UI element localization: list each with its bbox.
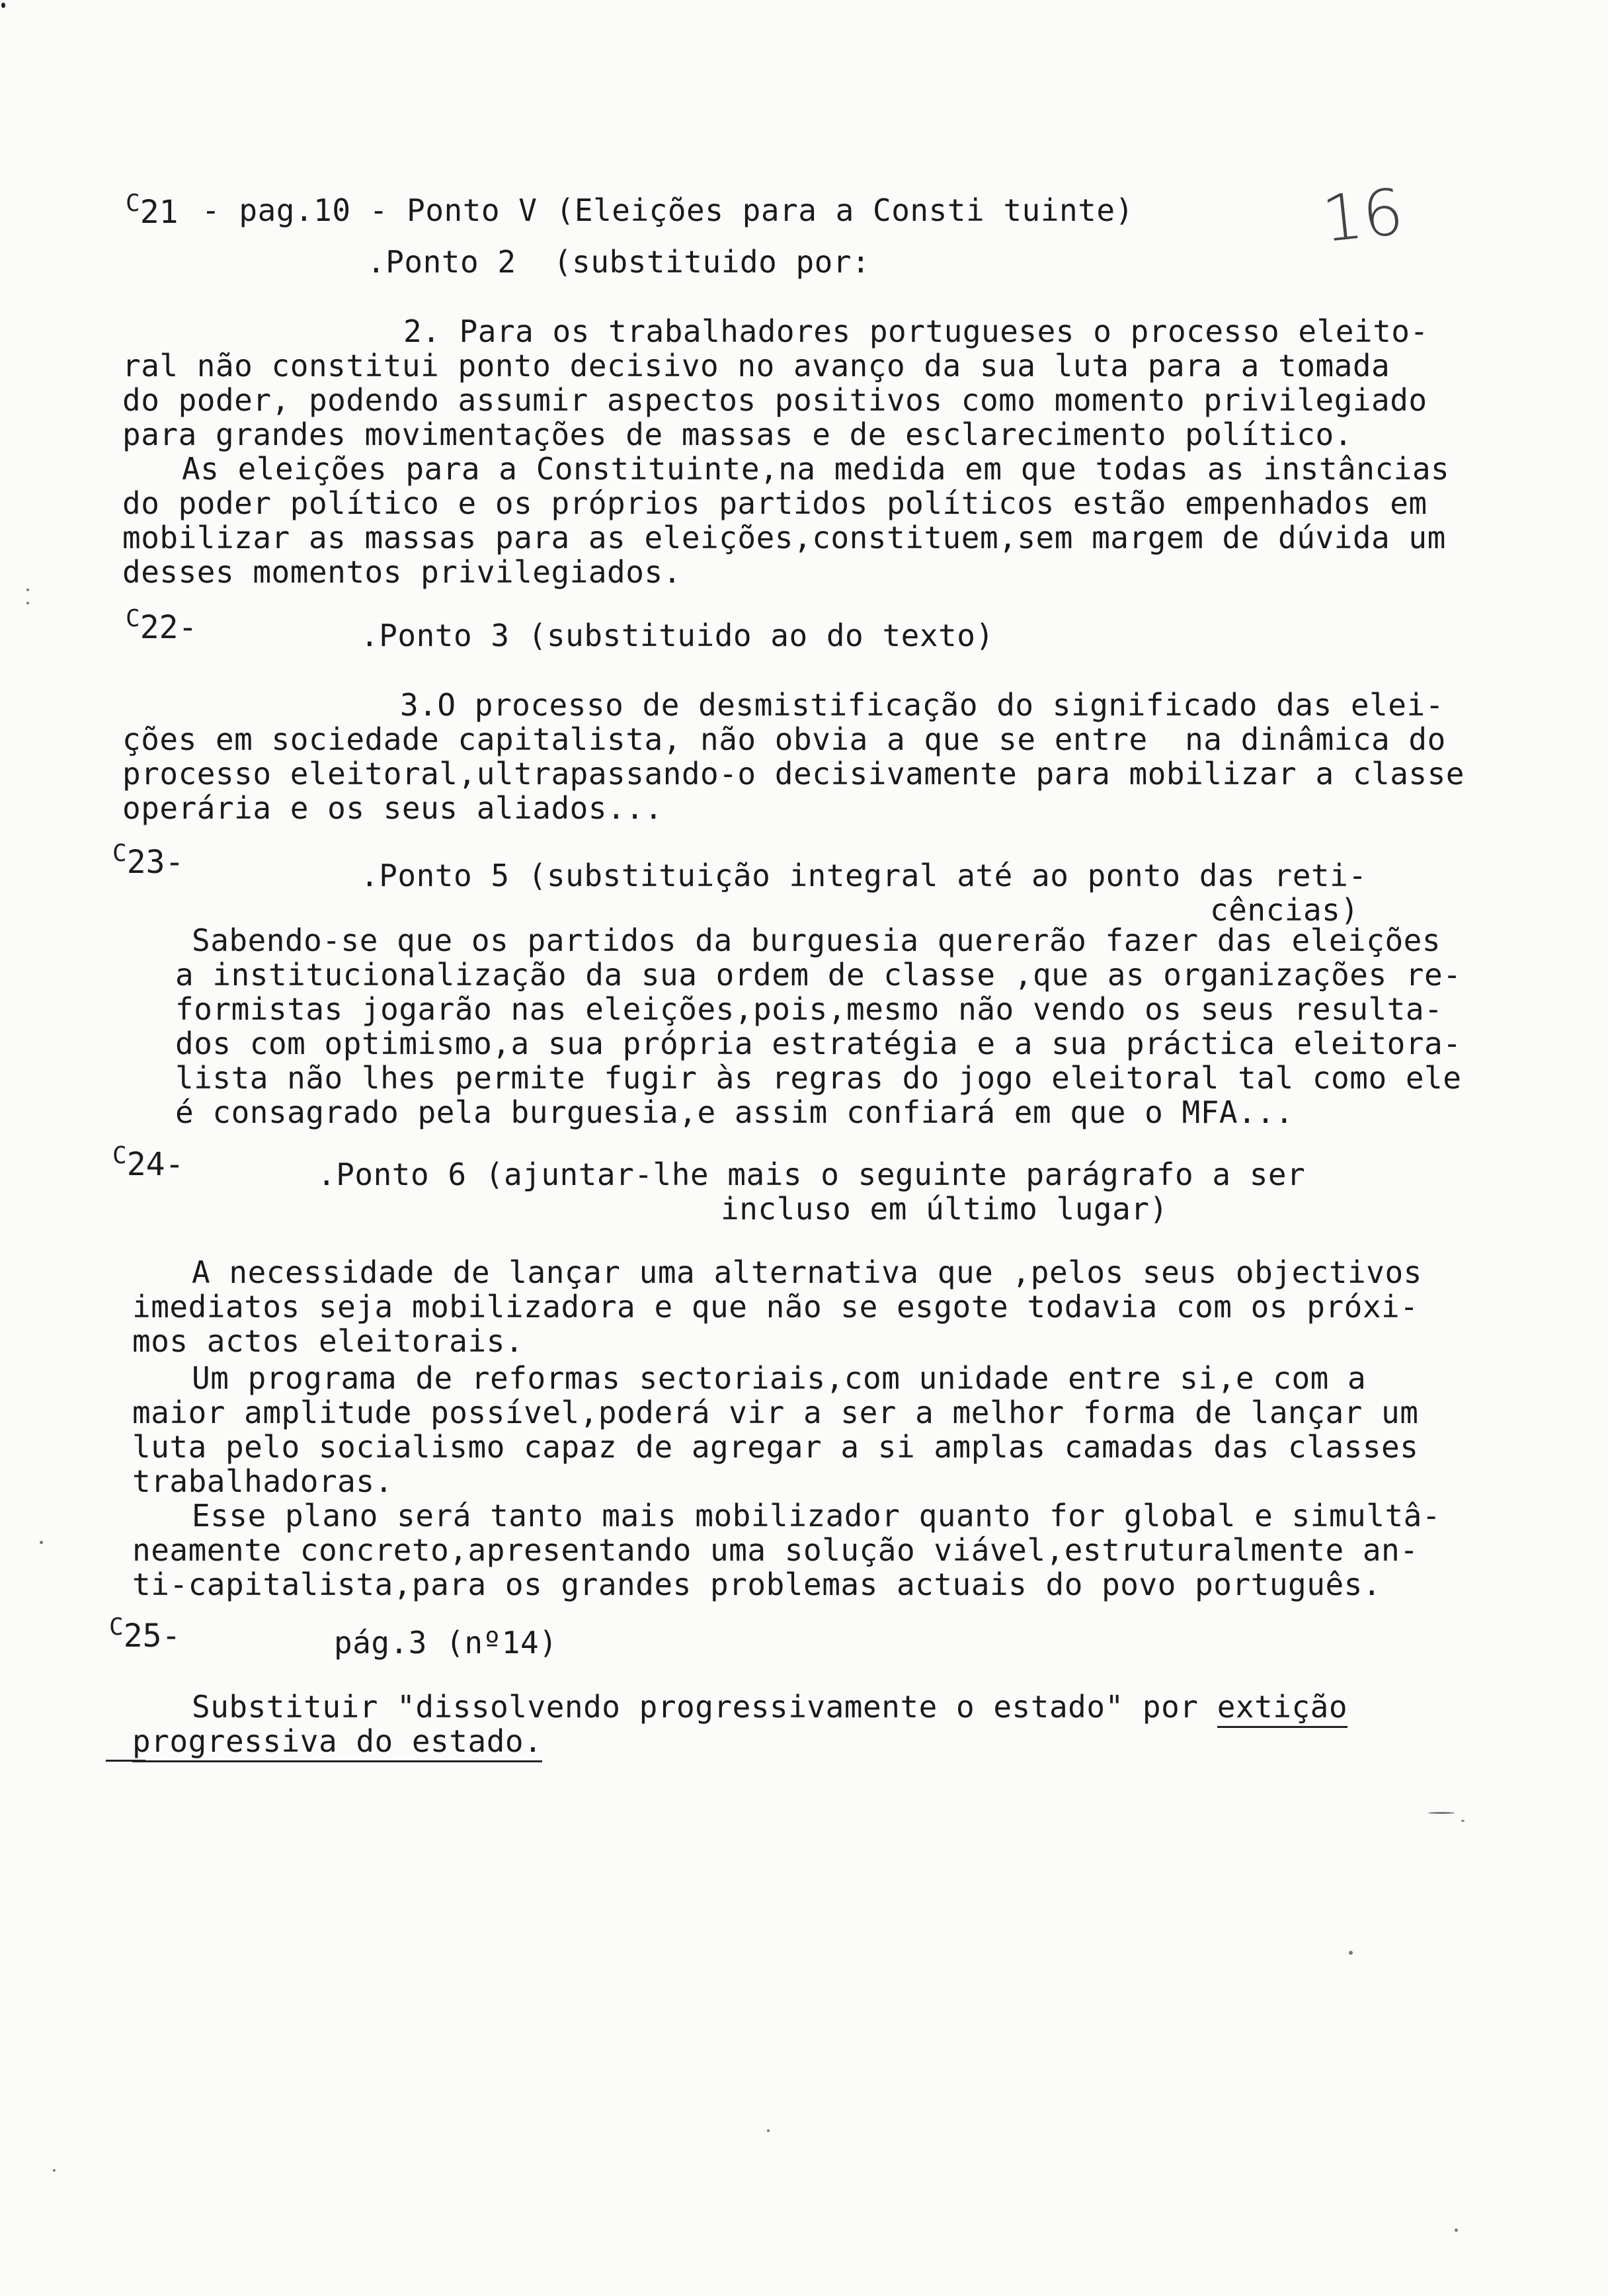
section-c25-label: $^C$25- — [109, 1614, 181, 1655]
text-line: lista não lhes permite fugir às regras do jogo eleitoral tal como ele — [175, 1060, 1462, 1096]
text-line: A necessidade de lançar uma alternativa que ,pelos seus objectivos — [192, 1254, 1422, 1290]
scan-speck — [40, 1541, 43, 1544]
section-c24-header: .Ponto 6 (ajuntar-lhe mais o seguinte parágrafo a ser — [317, 1157, 1306, 1192]
section-c22-label: $^C$22- — [126, 605, 198, 646]
text-line: a institucionalização da sua ordem de classe ,que as organizações re- — [175, 957, 1462, 993]
scan-speck — [1, 3, 5, 8]
scan-speck — [767, 2129, 770, 2132]
text-line: luta pelo socialismo capaz de agregar a si amplas camadas das classes — [132, 1429, 1419, 1465]
text-line: é consagrado pela burguesia,e assim confiará em que o MFA... — [175, 1094, 1294, 1130]
scan-speck — [1428, 1812, 1455, 1814]
text-line: maior amplitude possível,poderá vir a ser a melhor forma de lançar um — [132, 1395, 1419, 1430]
handwritten-page-number: 16 — [1318, 174, 1407, 257]
section-c25-header: pág.3 (nº14) — [334, 1625, 558, 1660]
underline-stroke — [106, 1760, 145, 1762]
scan-speck — [1461, 1820, 1465, 1822]
scan-speck — [1455, 2229, 1458, 2232]
text-line: processo eleitoral,ultrapassando-o decisivamente para mobilizar a classe — [122, 756, 1465, 792]
section-code: 24- — [126, 1146, 184, 1183]
text-line: do poder, podendo assumir aspectos positivos como momento privilegiado — [122, 382, 1427, 418]
text-line: para grandes movimentações de massas e de esclarecimento político. — [122, 417, 1353, 452]
text-line: Sabendo-se que os partidos da burguesia quererão fazer das eleições — [192, 922, 1441, 958]
scan-speck — [1349, 1951, 1353, 1955]
section-c23-header: .Ponto 5 (substituição integral até ao ponto das reti- — [360, 858, 1367, 893]
section-c24-header-cont: incluso em último lugar) — [721, 1191, 1168, 1227]
text-line: 2. Para os trabalhadores portugueses o processo eleito- — [403, 313, 1429, 349]
section-code: 21 — [140, 194, 179, 231]
text-line: ti-capitalista,para os grandes problemas actuais do povo português. — [132, 1567, 1382, 1602]
text-line-underlined — [132, 1724, 542, 1758]
text-line: 3.O processo de desmistificação do significado das elei- — [400, 687, 1444, 723]
text-line: formistas jogarão nas eleições,pois,mesmo não vendo os seus resulta- — [175, 991, 1443, 1027]
section-c23-label: $^C$23- — [112, 840, 184, 881]
text-line: Esse plano será tanto mais mobilizador quanto for global e simultâ- — [192, 1498, 1441, 1534]
text-line: Um programa de reformas sectoriais,com unidade entre si,e com a — [192, 1360, 1367, 1396]
section-c21-subheader: .Ponto 2 (substituido por: — [367, 244, 871, 280]
scan-speck — [53, 2169, 56, 2172]
section-c21-label: $^C$21 — [126, 190, 179, 231]
text-line: do poder político e os próprios partidos políticos estão empenhados em — [122, 485, 1427, 521]
scan-speck — [26, 602, 29, 604]
text-line: desses momentos privilegiados. — [122, 554, 682, 590]
text-line: neamente concreto,apresentando uma solução viável,estruturalmente an- — [132, 1532, 1419, 1568]
section-code: 23- — [126, 844, 184, 881]
text-line: imediatos seja mobilizadora e que não se esgote todavia com os próxi- — [132, 1289, 1419, 1325]
text-line: trabalhadoras. — [132, 1463, 393, 1499]
section-c21-header: - pag.10 - Ponto V (Eleições para a Consti tuinte) — [202, 192, 1134, 228]
text-line — [192, 1690, 1347, 1724]
text-line: dos com optimismo,a sua própria estratégia e a sua práctica eleitora- — [175, 1026, 1462, 1061]
underlined-text: progressiva do estado. — [132, 1723, 542, 1762]
section-c23-header-cont: cências) — [1210, 892, 1359, 928]
text-line: mobilizar as massas para as eleições,constituem,sem margem de dúvida um — [122, 520, 1446, 555]
section-code: 25- — [123, 1618, 181, 1655]
section-c24-label: $^C$24- — [112, 1142, 184, 1183]
text-line: operária e os seus aliados... — [122, 790, 663, 826]
text-line: As eleições para a Constituinte,na medida em que todas as instâncias — [182, 451, 1450, 487]
underlined-text: extição — [1217, 1689, 1347, 1728]
text-fragment: Substituir "dissolvendo progressivamente o estado" por — [192, 1689, 1217, 1725]
text-line: ções em sociedade capitalista, não obvia a que se entre na dinâmica do — [122, 721, 1446, 757]
section-c22-header: .Ponto 3 (substituido ao do texto) — [360, 618, 994, 653]
scan-speck — [26, 589, 29, 591]
text-line: ral não constitui ponto decisivo no avanço da sua luta para a tomada — [122, 348, 1390, 384]
section-code: 22- — [140, 609, 198, 646]
text-line: mos actos eleitorais. — [132, 1323, 524, 1359]
